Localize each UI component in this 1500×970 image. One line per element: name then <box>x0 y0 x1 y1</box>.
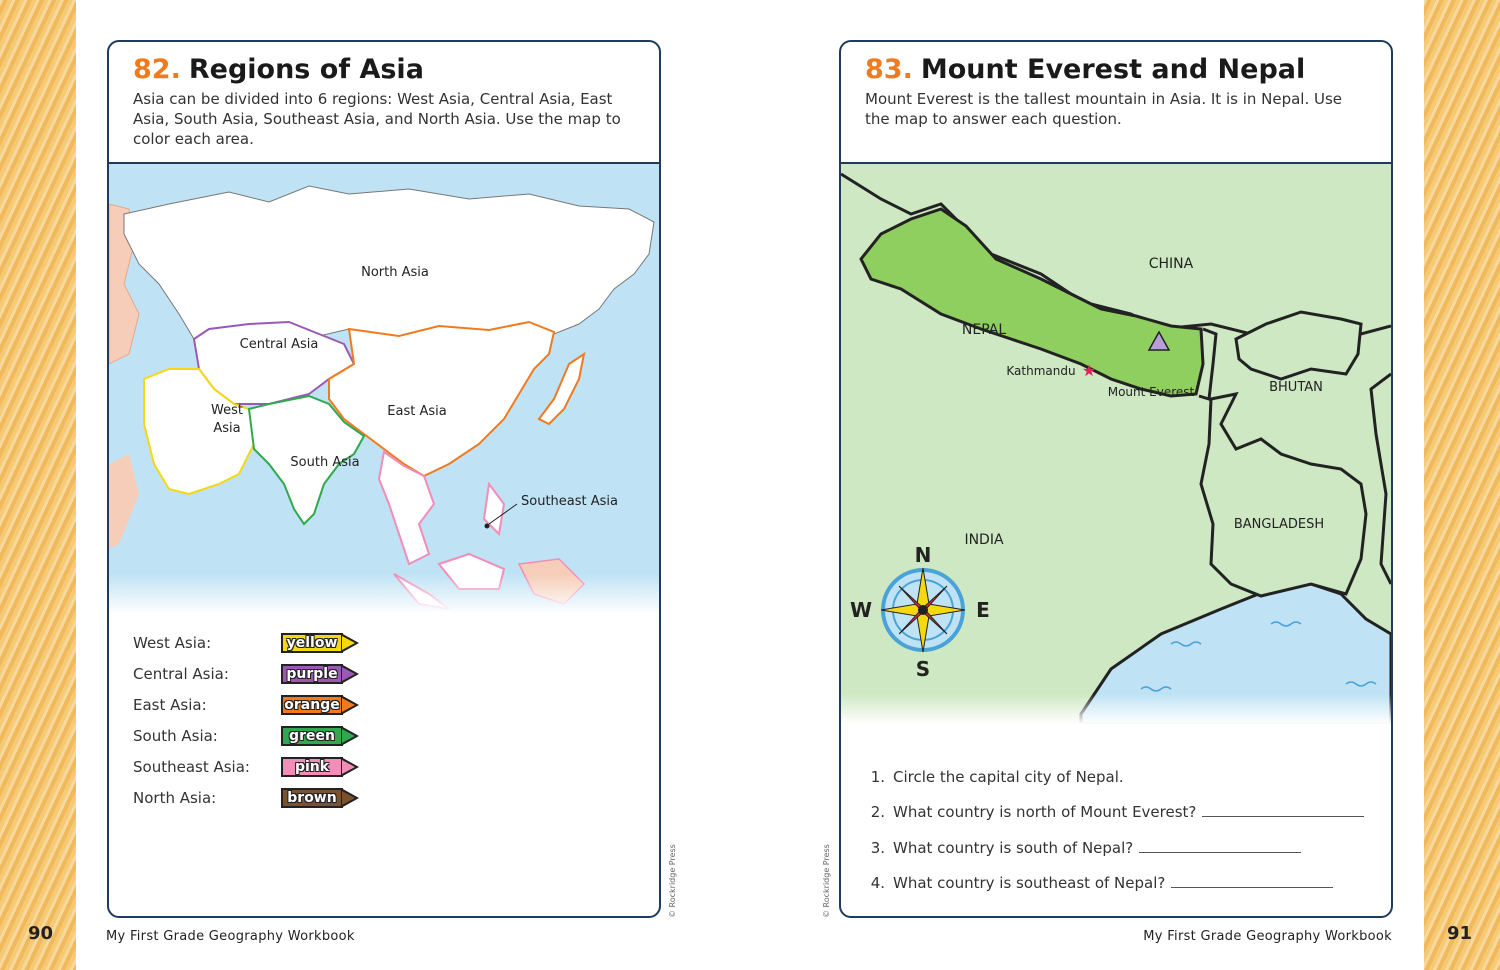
activity-description: Mount Everest is the tallest mountain in Asia. It is in Nepal. Use the map to answer each question. <box>865 90 1343 128</box>
footer-title-left: My First Grade Geography Workbook <box>106 929 355 944</box>
legend-row-southeast-asia <box>133 751 361 782</box>
china-label: CHINA <box>1148 256 1194 272</box>
legend-region-label: Southeast Asia: <box>133 757 250 776</box>
footer-title-right: My First Grade Geography Workbook <box>1143 929 1392 944</box>
question-text: Circle the capital city of Nepal. <box>893 767 1124 786</box>
copyright-notice-left: © Rockridge Press <box>668 844 677 918</box>
mount-everest-label: Mount Everest <box>1107 385 1195 399</box>
question-3 <box>863 821 1364 857</box>
crayon-color-label: brown <box>287 789 337 806</box>
crayon-color-label: orange <box>284 696 340 713</box>
crayon-color-label: green <box>289 727 335 744</box>
asia-regions-map <box>109 164 659 614</box>
copyright-notice-right: © Rockridge Press <box>822 844 831 918</box>
legend-row-central-asia <box>133 658 361 689</box>
activity-header <box>841 42 1391 164</box>
question-number: 4. <box>870 874 885 892</box>
question-list <box>863 750 1364 892</box>
kathmandu-label: Kathmandu <box>1006 364 1076 378</box>
question-text: What country is north of Mount Everest? <box>893 803 1197 821</box>
activity-number: 82. <box>133 54 181 85</box>
question-4 <box>863 857 1364 893</box>
regions-of-asia-panel <box>107 40 661 918</box>
answer-blank[interactable] <box>1202 815 1364 817</box>
green-crayon-icon <box>281 726 361 746</box>
crayon-color-label: purple <box>286 665 338 682</box>
question-text: What country is southeast of Nepal? <box>893 874 1166 892</box>
bhutan-label: BHUTAN <box>1269 380 1323 395</box>
nepal-label: NEPAL <box>961 322 1007 338</box>
activity-title <box>865 42 1367 85</box>
question-text: What country is south of Nepal? <box>893 838 1134 857</box>
legend-region-label: South Asia: <box>133 726 218 745</box>
west-asia-label-line2: Asia <box>213 421 241 436</box>
legend-region-label: North Asia: <box>133 788 217 807</box>
legend-region-label: West Asia: <box>133 633 212 652</box>
activity-description: Asia can be divided into 6 regions: West Asia, Central Asia, East Asia, South Asia, Southeast Asia, and North Asia. Use the map to color each area. <box>133 90 621 148</box>
compass-west-label: W <box>849 598 873 622</box>
question-1 <box>863 750 1364 786</box>
activity-title-text: Regions of Asia <box>188 54 424 85</box>
brown-crayon-icon <box>281 788 361 808</box>
question-number: 3. <box>870 838 885 857</box>
question-number: 2. <box>870 803 885 821</box>
pink-crayon-icon <box>281 757 361 777</box>
activity-header <box>109 42 659 164</box>
yellow-crayon-icon <box>281 633 361 653</box>
bangladesh-label: BANGLADESH <box>1233 517 1325 532</box>
nepal-map <box>841 164 1391 724</box>
page-number-left: 90 <box>28 923 54 944</box>
answer-blank[interactable] <box>1139 851 1301 853</box>
question-2 <box>863 786 1364 822</box>
legend-row-south-asia <box>133 720 361 751</box>
answer-blank[interactable] <box>1171 886 1333 888</box>
crayon-color-label: pink <box>294 758 330 775</box>
north-asia-region <box>124 186 654 339</box>
purple-crayon-icon <box>281 664 361 684</box>
activity-title-text: Mount Everest and Nepal <box>920 54 1306 85</box>
orange-crayon-icon <box>281 695 361 715</box>
india-label: INDIA <box>964 532 1004 548</box>
legend-row-west-asia <box>133 627 361 658</box>
legend-region-label: East Asia: <box>133 695 207 714</box>
legend-region-label: Central Asia: <box>133 664 229 683</box>
east-asia-label: East Asia <box>387 404 447 419</box>
activity-number: 83. <box>865 54 913 85</box>
south-asia-label: South Asia <box>290 455 360 470</box>
compass-south-label: S <box>915 657 931 681</box>
central-asia-label: Central Asia <box>239 337 319 352</box>
north-asia-label: North Asia <box>361 265 429 280</box>
compass-rose-icon <box>881 568 965 652</box>
compass-east-label: E <box>976 598 990 622</box>
west-asia-label-line1: West <box>211 403 243 418</box>
crayon-texture-strip-left <box>0 0 76 970</box>
capital-star-icon: ★ <box>1081 361 1097 380</box>
legend-row-north-asia <box>133 782 361 813</box>
crayon-texture-strip-right <box>1424 0 1500 970</box>
question-number: 1. <box>870 767 885 786</box>
legend-row-east-asia <box>133 689 361 720</box>
mount-everest-panel <box>839 40 1393 918</box>
crayon-color-label: yellow <box>286 634 338 651</box>
color-legend <box>133 627 361 813</box>
compass-north-label: N <box>914 543 932 567</box>
southeast-asia-label: Southeast Asia <box>521 494 618 509</box>
activity-title <box>133 42 635 85</box>
page-number-right: 91 <box>1446 923 1472 944</box>
